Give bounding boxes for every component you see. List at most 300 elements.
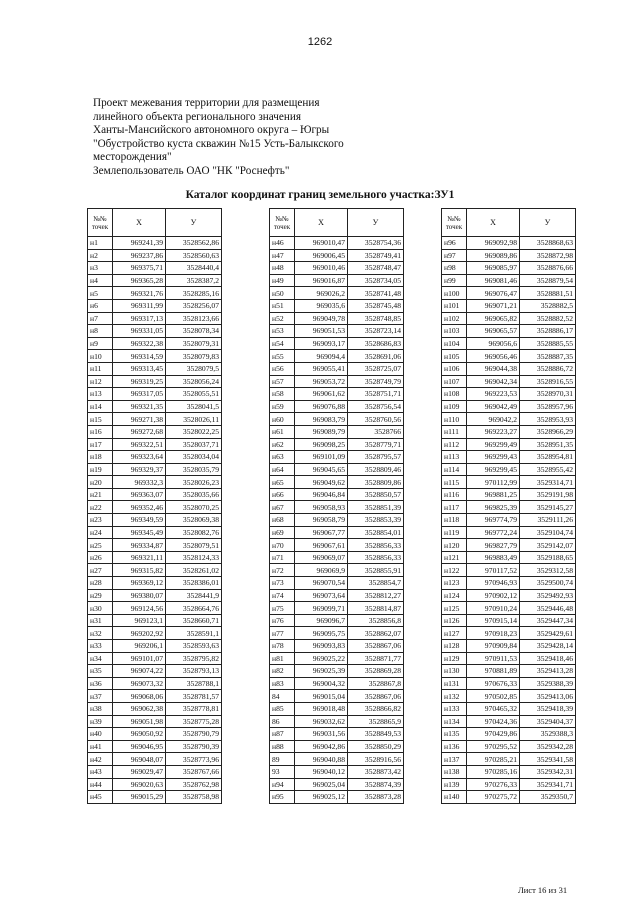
sheet-footer: Лист 16 из 31 (518, 885, 568, 895)
table-row (270, 400, 404, 413)
point-header-line1: №№ (447, 214, 461, 223)
y-coordinate-cell: 3528862,07 (348, 627, 404, 640)
x-coordinate-cell: 970424,36 (467, 715, 520, 728)
point-id-cell: н57 (270, 375, 295, 388)
x-coordinate-cell: 969051,53 (295, 325, 348, 338)
point-id-cell: н134 (442, 715, 467, 728)
table-row (270, 287, 404, 300)
point-id-cell: н137 (442, 753, 467, 766)
y-coordinate-cell: 3529388,39 (520, 677, 576, 690)
table-row (88, 702, 222, 715)
point-id-cell: н58 (270, 388, 295, 401)
x-coordinate-cell: 969094,4 (295, 350, 348, 363)
table-row (88, 501, 222, 514)
x-coordinate-cell: 969315,82 (113, 564, 166, 577)
x-coordinate-cell: 969025,39 (295, 665, 348, 678)
x-coordinate-cell: 969241,39 (113, 237, 166, 250)
point-id-cell: н125 (442, 602, 467, 615)
table-row (270, 501, 404, 514)
x-coordinate-cell: 969349,59 (113, 514, 166, 527)
x-coordinate-cell: 969093,83 (295, 640, 348, 653)
x-coordinate-cell: 970918,23 (467, 627, 520, 640)
point-id-cell: н138 (442, 765, 467, 778)
y-coordinate-cell: 3528751,71 (348, 388, 404, 401)
table-row (442, 237, 576, 250)
point-id-cell: н13 (88, 388, 113, 401)
x-coordinate-cell: 969065,57 (467, 325, 520, 338)
point-id-cell: н105 (442, 350, 467, 363)
table-row (270, 627, 404, 640)
point-column-header (270, 209, 295, 237)
x-coordinate-cell: 969123,1 (113, 614, 166, 627)
x-coordinate-cell: 970295,52 (467, 740, 520, 753)
x-coordinate-cell: 969069,9 (295, 564, 348, 577)
x-coordinate-cell: 969825,39 (467, 501, 520, 514)
table-row (442, 375, 576, 388)
point-id-cell: н73 (270, 577, 295, 590)
x-coordinate-cell: 970276,33 (467, 778, 520, 791)
x-coordinate-cell: 969352,46 (113, 501, 166, 514)
table-row (88, 274, 222, 287)
y-coordinate-cell: 3528867,8 (348, 677, 404, 690)
x-coordinate-cell: 969101,09 (295, 451, 348, 464)
point-id-cell: н60 (270, 413, 295, 426)
y-coordinate-cell: 3528781,57 (166, 690, 222, 703)
y-coordinate-cell: 3528037,71 (166, 438, 222, 451)
x-coordinate-cell: 969042,49 (467, 400, 520, 413)
point-id-cell: н128 (442, 640, 467, 653)
y-coordinate-cell: 3528871,77 (348, 652, 404, 665)
table-row (442, 287, 576, 300)
y-coordinate-cell: 3528285,16 (166, 287, 222, 300)
y-coordinate-cell: 3529404,37 (520, 715, 576, 728)
x-coordinate-cell: 969035,6 (295, 299, 348, 312)
point-id-cell: н53 (270, 325, 295, 338)
y-coordinate-cell: 3528951,35 (520, 438, 576, 451)
y-coordinate-cell: 3529500,74 (520, 577, 576, 590)
table-row (88, 262, 222, 275)
x-coordinate-cell: 969323,64 (113, 451, 166, 464)
table-row (442, 312, 576, 325)
y-coordinate-cell: 3528079,5 (166, 362, 222, 375)
table-row (442, 640, 576, 653)
point-id-cell: н140 (442, 791, 467, 804)
table-row (270, 640, 404, 653)
table-row (88, 488, 222, 501)
y-coordinate-cell: 3529413,28 (520, 665, 576, 678)
point-id-cell: н110 (442, 413, 467, 426)
x-coordinate-cell: 970275,72 (467, 791, 520, 804)
y-coordinate-cell: 3528591,1 (166, 627, 222, 640)
x-coordinate-cell: 969101,07 (113, 652, 166, 665)
y-coordinate-cell: 3528660,71 (166, 614, 222, 627)
point-id-cell: н94 (270, 778, 295, 791)
y-coordinate-cell: 3528079,83 (166, 350, 222, 363)
x-coordinate-cell: 970502,85 (467, 690, 520, 703)
table-row (442, 753, 576, 766)
point-id-cell: н15 (88, 413, 113, 426)
point-id-cell: н30 (88, 602, 113, 615)
y-coordinate-cell: 3529111,26 (520, 514, 576, 527)
x-coordinate-cell: 969046,84 (295, 488, 348, 501)
point-id-cell: н54 (270, 337, 295, 350)
y-coordinate-cell: 3528865,9 (348, 715, 404, 728)
x-coordinate-cell: 969124,56 (113, 602, 166, 615)
y-coordinate-cell: 3528078,34 (166, 325, 222, 338)
y-coordinate-cell: 3528790,39 (166, 740, 222, 753)
y-coordinate-cell: 3528766 (348, 425, 404, 438)
header-line: "Обустройство куста скважин №15 Усть-Балыкского (93, 137, 344, 150)
point-header-line2: точек (445, 222, 463, 231)
y-coordinate-cell: 3528876,66 (520, 262, 576, 275)
x-coordinate-cell: 969363,07 (113, 488, 166, 501)
y-coordinate-cell: 3529142,07 (520, 539, 576, 552)
point-id-cell: н75 (270, 602, 295, 615)
y-coordinate-cell: 3529314,71 (520, 476, 576, 489)
table-row (270, 375, 404, 388)
point-id-cell: н16 (88, 425, 113, 438)
point-id-cell: н74 (270, 589, 295, 602)
table-header-row (270, 209, 404, 237)
table-row (442, 652, 576, 665)
table-row (442, 778, 576, 791)
point-id-cell: н130 (442, 665, 467, 678)
point-id-cell: н71 (270, 551, 295, 564)
x-coordinate-cell: 969020,63 (113, 778, 166, 791)
x-coordinate-cell: 969068,06 (113, 690, 166, 703)
x-coordinate-cell: 969099,71 (295, 602, 348, 615)
table-row (270, 740, 404, 753)
y-coordinate-cell: 3528970,31 (520, 388, 576, 401)
table-row (88, 728, 222, 741)
x-coordinate-cell: 969314,59 (113, 350, 166, 363)
y-coordinate-cell: 3528957,96 (520, 400, 576, 413)
x-coordinate-cell: 969322,38 (113, 337, 166, 350)
table-row (88, 337, 222, 350)
point-id-cell: н9 (88, 337, 113, 350)
point-id-cell: н127 (442, 627, 467, 640)
point-id-cell: н104 (442, 337, 467, 350)
x-coordinate-cell: 970285,16 (467, 765, 520, 778)
y-coordinate-cell: 3528773,96 (166, 753, 222, 766)
x-coordinate-cell: 969321,35 (113, 400, 166, 413)
y-coordinate-cell: 3528035,66 (166, 488, 222, 501)
point-column-header (88, 209, 113, 237)
table-row (270, 249, 404, 262)
point-id-cell: н103 (442, 325, 467, 338)
point-id-cell: н123 (442, 577, 467, 590)
point-id-cell: н12 (88, 375, 113, 388)
x-coordinate-cell: 969067,77 (295, 526, 348, 539)
table-row (442, 425, 576, 438)
x-coordinate-cell: 969040,12 (295, 765, 348, 778)
y-coordinate-cell: 3528022,25 (166, 425, 222, 438)
y-coordinate-cell: 3528809,46 (348, 463, 404, 476)
table-row (270, 602, 404, 615)
table-row (88, 614, 222, 627)
x-coordinate-cell: 969056,6 (467, 337, 520, 350)
point-id-cell: 93 (270, 765, 295, 778)
table-row (270, 476, 404, 489)
x-coordinate-cell: 969025,12 (295, 791, 348, 804)
point-id-cell: н4 (88, 274, 113, 287)
x-coordinate-cell: 969031,56 (295, 728, 348, 741)
table-row (88, 526, 222, 539)
x-coordinate-cell: 970902,12 (467, 589, 520, 602)
x-coordinate-cell: 969004,32 (295, 677, 348, 690)
table-row (88, 476, 222, 489)
x-coordinate-cell: 969045,65 (295, 463, 348, 476)
y-coordinate-cell: 3528256,07 (166, 299, 222, 312)
x-coordinate-cell: 969081,46 (467, 274, 520, 287)
point-id-cell: н101 (442, 299, 467, 312)
x-coordinate-cell: 969774,79 (467, 514, 520, 527)
point-id-cell: н14 (88, 400, 113, 413)
y-coordinate-cell: 3528756,54 (348, 400, 404, 413)
y-coordinate-cell: 3528853,39 (348, 514, 404, 527)
point-id-cell: н132 (442, 690, 467, 703)
table-row (270, 589, 404, 602)
y-coordinate-cell: 3528954,81 (520, 451, 576, 464)
y-coordinate-cell: 3528887,35 (520, 350, 576, 363)
point-id-cell: н20 (88, 476, 113, 489)
point-id-cell: н56 (270, 362, 295, 375)
y-coordinate-cell: 3528866,82 (348, 702, 404, 715)
table-row (442, 740, 576, 753)
y-coordinate-cell: 3529428,14 (520, 640, 576, 653)
y-coordinate-cell: 3528886,17 (520, 325, 576, 338)
y-coordinate-cell: 3528850,29 (348, 740, 404, 753)
x-coordinate-cell: 969073,32 (113, 677, 166, 690)
y-coordinate-cell: 3529446,48 (520, 602, 576, 615)
point-id-cell: н69 (270, 526, 295, 539)
table-row (442, 577, 576, 590)
point-id-cell: н2 (88, 249, 113, 262)
point-id-cell: н19 (88, 463, 113, 476)
x-coordinate-cell: 969271,38 (113, 413, 166, 426)
x-coordinate-cell: 969071,21 (467, 299, 520, 312)
point-id-cell: н47 (270, 249, 295, 262)
point-id-cell: н43 (88, 765, 113, 778)
x-coordinate-cell: 969089,86 (467, 249, 520, 262)
table-row (88, 425, 222, 438)
point-id-cell: н78 (270, 640, 295, 653)
y-coordinate-cell: 3528868,63 (520, 237, 576, 250)
table-row (442, 602, 576, 615)
table-row (442, 451, 576, 464)
table-row (270, 551, 404, 564)
x-coordinate-cell: 969237,86 (113, 249, 166, 262)
point-id-cell: н120 (442, 539, 467, 552)
table-row (270, 526, 404, 539)
x-coordinate-cell: 969058,79 (295, 514, 348, 527)
table-row (88, 791, 222, 804)
point-id-cell: н38 (88, 702, 113, 715)
point-id-cell: н23 (88, 514, 113, 527)
coordinates-table-1 (87, 208, 222, 804)
point-id-cell: н44 (88, 778, 113, 791)
table-row (270, 791, 404, 804)
table-row (88, 325, 222, 338)
table-row (88, 299, 222, 312)
x-coordinate-cell: 969049,62 (295, 476, 348, 489)
x-coordinate-cell: 970881,89 (467, 665, 520, 678)
point-id-cell: н46 (270, 237, 295, 250)
point-id-cell: н11 (88, 362, 113, 375)
point-id-cell: н33 (88, 640, 113, 653)
table-row (270, 312, 404, 325)
y-coordinate-cell: 3528026,23 (166, 476, 222, 489)
x-coordinate-cell: 969311,99 (113, 299, 166, 312)
x-coordinate-cell: 970946,93 (467, 577, 520, 590)
x-coordinate-cell: 969025,04 (295, 778, 348, 791)
table-row (442, 514, 576, 527)
coordinates-table-3 (441, 208, 576, 804)
x-coordinate-cell: 969772,24 (467, 526, 520, 539)
table-row (88, 753, 222, 766)
point-id-cell: н37 (88, 690, 113, 703)
x-coordinate-cell: 969375,71 (113, 262, 166, 275)
y-coordinate-cell: 3528079,31 (166, 337, 222, 350)
x-coordinate-cell: 969206,1 (113, 640, 166, 653)
x-coordinate-cell: 969313,45 (113, 362, 166, 375)
table-row (442, 791, 576, 804)
x-coordinate-cell: 969015,04 (295, 690, 348, 703)
x-column-header: X (113, 209, 166, 237)
table-row (88, 652, 222, 665)
point-id-cell: н17 (88, 438, 113, 451)
page-number: 1262 (307, 36, 333, 48)
y-coordinate-cell: 3528873,42 (348, 765, 404, 778)
x-coordinate-cell: 969065,82 (467, 312, 520, 325)
point-id-cell: н124 (442, 589, 467, 602)
point-id-cell: н129 (442, 652, 467, 665)
point-id-cell: н59 (270, 400, 295, 413)
x-coordinate-cell: 970910,24 (467, 602, 520, 615)
point-id-cell: н72 (270, 564, 295, 577)
point-id-cell: н3 (88, 262, 113, 275)
header-line: Проект межевания территории для размещения (93, 97, 320, 109)
y-coordinate-cell: 3528440,4 (166, 262, 222, 275)
x-coordinate-cell: 969015,29 (113, 791, 166, 804)
coordinates-table-2 (269, 208, 404, 804)
y-coordinate-cell: 3528686,83 (348, 337, 404, 350)
x-coordinate-cell: 970112,99 (467, 476, 520, 489)
y-coordinate-cell: 3528560,63 (166, 249, 222, 262)
table-row (88, 677, 222, 690)
x-coordinate-cell: 969202,92 (113, 627, 166, 640)
table-row (442, 677, 576, 690)
table-row (442, 690, 576, 703)
point-id-cell: н82 (270, 665, 295, 678)
point-id-cell: н52 (270, 312, 295, 325)
x-coordinate-cell: 969369,12 (113, 577, 166, 590)
y-coordinate-cell: 3528762,98 (166, 778, 222, 791)
y-coordinate-cell: 3528873,28 (348, 791, 404, 804)
y-coordinate-cell: 3528079,51 (166, 539, 222, 552)
table-row (442, 299, 576, 312)
point-id-cell: н1 (88, 237, 113, 250)
table-row (88, 438, 222, 451)
point-header-line1: №№ (93, 214, 107, 223)
table-row (270, 614, 404, 627)
x-coordinate-cell: 969881,25 (467, 488, 520, 501)
table-row (442, 388, 576, 401)
table-row (88, 539, 222, 552)
y-coordinate-cell: 3528749,41 (348, 249, 404, 262)
y-coordinate-cell: 3528741,48 (348, 287, 404, 300)
header-line: Землепользователь ОАО "НК "Роснефть" (93, 164, 290, 177)
y-coordinate-cell: 3528034,04 (166, 451, 222, 464)
y-coordinate-cell: 3528026,11 (166, 413, 222, 426)
y-coordinate-cell: 3528775,28 (166, 715, 222, 728)
x-coordinate-cell: 969299,43 (467, 451, 520, 464)
y-coordinate-cell: 3529191,98 (520, 488, 576, 501)
point-id-cell: н25 (88, 539, 113, 552)
x-coordinate-cell: 969321,76 (113, 287, 166, 300)
y-coordinate-cell: 3529413,06 (520, 690, 576, 703)
table-row (442, 627, 576, 640)
table-row (270, 690, 404, 703)
point-id-cell: н107 (442, 375, 467, 388)
x-coordinate-cell: 969026,2 (295, 287, 348, 300)
point-id-cell: н136 (442, 740, 467, 753)
y-column-header: У (166, 209, 222, 237)
catalog-title: Каталог координат границ земельного участка:ЗУ1 (185, 189, 455, 201)
point-id-cell: н48 (270, 262, 295, 275)
y-coordinate-cell: 3528664,76 (166, 602, 222, 615)
point-id-cell: н99 (442, 274, 467, 287)
table-row (88, 564, 222, 577)
point-id-cell: н100 (442, 287, 467, 300)
x-coordinate-cell: 970117,52 (467, 564, 520, 577)
y-coordinate-cell: 3528850,57 (348, 488, 404, 501)
point-id-cell: н31 (88, 614, 113, 627)
x-coordinate-cell: 969345,49 (113, 526, 166, 539)
x-coordinate-cell: 969089,79 (295, 425, 348, 438)
table-row (270, 652, 404, 665)
table-row (442, 488, 576, 501)
y-coordinate-cell: 3528856,8 (348, 614, 404, 627)
table-header-row (88, 209, 222, 237)
y-coordinate-cell: 3528879,54 (520, 274, 576, 287)
x-coordinate-cell: 969334,87 (113, 539, 166, 552)
y-coordinate-cell: 3529341,58 (520, 753, 576, 766)
x-coordinate-cell: 969076,47 (467, 287, 520, 300)
y-coordinate-cell: 3528874,39 (348, 778, 404, 791)
table-row (442, 262, 576, 275)
y-coordinate-cell: 3528124,33 (166, 551, 222, 564)
point-id-cell: н88 (270, 740, 295, 753)
point-id-cell: н27 (88, 564, 113, 577)
y-coordinate-cell: 3528812,27 (348, 589, 404, 602)
x-coordinate-cell: 969331,05 (113, 325, 166, 338)
y-coordinate-cell: 3528055,51 (166, 388, 222, 401)
table-row (270, 451, 404, 464)
table-row (270, 539, 404, 552)
y-coordinate-cell: 3528809,86 (348, 476, 404, 489)
x-coordinate-cell: 970285,21 (467, 753, 520, 766)
point-id-cell: н65 (270, 476, 295, 489)
y-coordinate-cell: 3528856,33 (348, 539, 404, 552)
x-coordinate-cell: 969329,37 (113, 463, 166, 476)
point-id-cell: н114 (442, 463, 467, 476)
point-id-cell: н126 (442, 614, 467, 627)
y-coordinate-cell: 3528779,71 (348, 438, 404, 451)
point-id-cell: н116 (442, 488, 467, 501)
table-row (270, 350, 404, 363)
y-coordinate-cell: 3528748,85 (348, 312, 404, 325)
